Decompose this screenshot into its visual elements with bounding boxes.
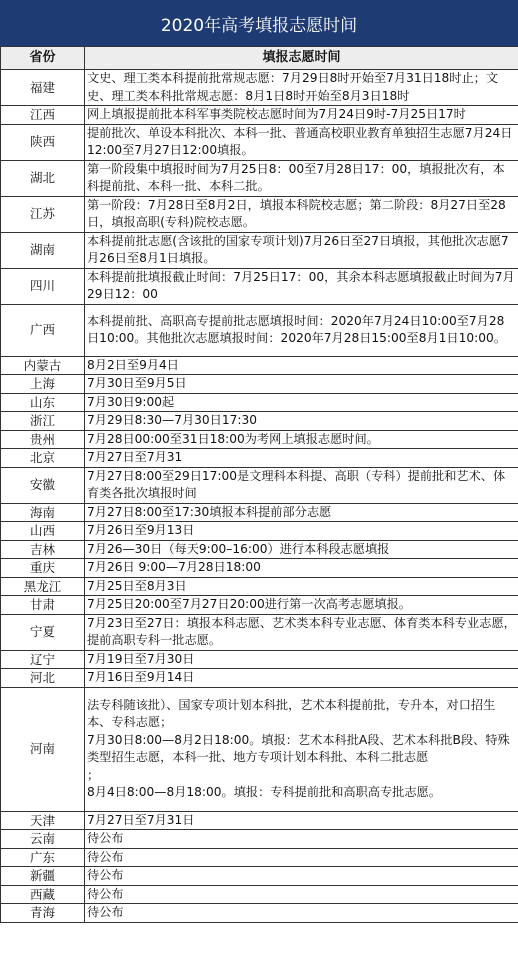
province-cell: 黑龙江 xyxy=(1,577,85,596)
time-cell: 待公布 xyxy=(85,904,518,923)
table-row xyxy=(1,614,518,650)
table-row xyxy=(1,430,518,449)
time-cell: 7月27日8:00至17:30填报本科提前部分志愿 xyxy=(85,503,518,522)
table-row xyxy=(1,467,518,503)
province-cell: 上海 xyxy=(1,375,85,394)
province-cell: 山东 xyxy=(1,393,85,412)
time-cell: 文史、理工类本科提前批常规志愿：7月29日8时开始至7月31日18时止；文史、理工类本科批常规志愿：8月1日8时开始至8月3日18时 xyxy=(85,70,518,106)
time-cell: 网上填报提前批本科军事类院校志愿时间为7月24日9时-7月25日17时 xyxy=(85,106,518,125)
province-cell: 福建 xyxy=(1,70,85,106)
schedule-table xyxy=(0,46,518,923)
table-row xyxy=(1,268,518,304)
province-cell: 内蒙古 xyxy=(1,356,85,375)
table-row xyxy=(1,522,518,541)
table-row xyxy=(1,885,518,904)
time-cell: 待公布 xyxy=(85,867,518,886)
table-row xyxy=(1,867,518,886)
table-row xyxy=(1,196,518,232)
time-cell: 待公布 xyxy=(85,848,518,867)
time-cell: 7月29日8:30—7月30日17:30 xyxy=(85,412,518,431)
time-cell: 待公布 xyxy=(85,885,518,904)
table-row xyxy=(1,830,518,849)
page-title xyxy=(0,0,518,46)
province-cell: 湖北 xyxy=(1,160,85,196)
table-row xyxy=(1,232,518,268)
time-cell: 7月30日至9月5日 xyxy=(85,375,518,394)
time-cell: 7月27日8:00至29日17:00是文理科本科提、高职（专科）提前批和艺术、体育类各批次填报时间 xyxy=(85,467,518,503)
table-row xyxy=(1,304,518,356)
time-cell: 7月25日20:00至7月27日20:00进行第一次高考志愿填报。 xyxy=(85,596,518,615)
table-row xyxy=(1,811,518,830)
province-cell: 广东 xyxy=(1,848,85,867)
table-row xyxy=(1,356,518,375)
province-cell: 湖南 xyxy=(1,232,85,268)
time-cell: 法专科随该批）、国家专项计划本科批，艺术本科提前批，专升本，对口招生本、专科志愿； 7月30日8:00—8月2日18:00。填报：艺术本科批A段、艺术本科批B段、特殊类型招生志愿，本科一批、地方专项计划本科批、本科二批志愿 ； 8月4日8:00—8月18:00。填报：专科提前批和高职高专批志愿。 xyxy=(85,687,518,811)
time-cell: 本科提前批、高职高专提前批志愿填报时间：2020年7月24日10:00至7月28日10:00。其他批次志愿填报时间：2020年7月28日15:00至8月1日10:00。 xyxy=(85,304,518,356)
table-row xyxy=(1,503,518,522)
province-cell: 浙江 xyxy=(1,412,85,431)
province-cell: 四川 xyxy=(1,268,85,304)
province-cell: 重庆 xyxy=(1,559,85,578)
time-cell: 待公布 xyxy=(85,830,518,849)
province-cell: 西藏 xyxy=(1,885,85,904)
time-cell: 本科提前批填报截止时间：7月25日17：00，其余本科志愿填报截止时间为7月29日12：00 xyxy=(85,268,518,304)
page-title-text: 2020年高考填报志愿时间 xyxy=(160,15,358,36)
time-cell: 第一阶段：7月28日至8月2日，填报本科院校志愿；第二阶段：8月27日至28日，填报高职(专科)院校志愿。 xyxy=(85,196,518,232)
table-row xyxy=(1,124,518,160)
province-cell: 贵州 xyxy=(1,430,85,449)
table-row xyxy=(1,848,518,867)
province-cell: 江苏 xyxy=(1,196,85,232)
column-header-time: 填报志愿时间 xyxy=(85,47,518,70)
province-cell: 辽宁 xyxy=(1,650,85,669)
table-row xyxy=(1,393,518,412)
table-row xyxy=(1,540,518,559)
time-cell: 7月19日至7月30日 xyxy=(85,650,518,669)
province-cell: 江西 xyxy=(1,106,85,125)
time-cell: 8月2日至9月4日 xyxy=(85,356,518,375)
province-cell: 河南 xyxy=(1,687,85,811)
province-cell: 宁夏 xyxy=(1,614,85,650)
province-cell: 海南 xyxy=(1,503,85,522)
province-cell: 天津 xyxy=(1,811,85,830)
province-cell: 吉林 xyxy=(1,540,85,559)
table-row xyxy=(1,650,518,669)
province-cell: 陕西 xyxy=(1,124,85,160)
time-cell: 7月25日至8月3日 xyxy=(85,577,518,596)
table-row xyxy=(1,106,518,125)
time-cell: 7月27日至7月31日 xyxy=(85,811,518,830)
province-cell: 青海 xyxy=(1,904,85,923)
province-cell: 河北 xyxy=(1,669,85,688)
table-header-row xyxy=(1,47,518,70)
table-row xyxy=(1,375,518,394)
table-row xyxy=(1,577,518,596)
time-cell: 7月26日 9:00—7月28日18:00 xyxy=(85,559,518,578)
time-cell: 7月26—30日（每天9:00–16:00）进行本科段志愿填报 xyxy=(85,540,518,559)
time-cell: 7月23日至27日：填报本科志愿、艺术类本科专业志愿、体育类本科专业志愿，提前高职专科一批志愿。 xyxy=(85,614,518,650)
province-cell: 云南 xyxy=(1,830,85,849)
province-cell: 北京 xyxy=(1,449,85,468)
table-row xyxy=(1,70,518,106)
time-cell: 7月26日至9月13日 xyxy=(85,522,518,541)
column-header-province: 省份 xyxy=(1,47,85,70)
province-cell: 广西 xyxy=(1,304,85,356)
province-cell: 安徽 xyxy=(1,467,85,503)
table-row xyxy=(1,412,518,431)
table-row xyxy=(1,160,518,196)
time-cell: 第一阶段集中填报时间为7月25日8：00至7月28日17：00，填报批次有，本科提前批、本科一批、本科二批。 xyxy=(85,160,518,196)
time-cell: 7月16日至9月14日 xyxy=(85,669,518,688)
table-row xyxy=(1,559,518,578)
province-cell: 新疆 xyxy=(1,867,85,886)
table-row xyxy=(1,449,518,468)
table-body xyxy=(1,70,518,923)
province-cell: 山西 xyxy=(1,522,85,541)
table-row xyxy=(1,904,518,923)
table-row xyxy=(1,669,518,688)
time-cell: 7月27日至7月31 xyxy=(85,449,518,468)
province-cell: 甘肃 xyxy=(1,596,85,615)
time-cell: 7月28日00:00至31日18:00为考网上填报志愿时间。 xyxy=(85,430,518,449)
time-cell: 7月30日9:00起 xyxy=(85,393,518,412)
time-cell: 提前批次、单设本科批次、本科一批、普通高校职业教育单独招生志愿7月24日12:00至7月27日12:00填报。 xyxy=(85,124,518,160)
table-row xyxy=(1,596,518,615)
table-row xyxy=(1,687,518,811)
time-cell: 本科提前批志愿(含该批的国家专项计划)7月26日至27日填报，其他批次志愿7月26日至8月1日填报。 xyxy=(85,232,518,268)
